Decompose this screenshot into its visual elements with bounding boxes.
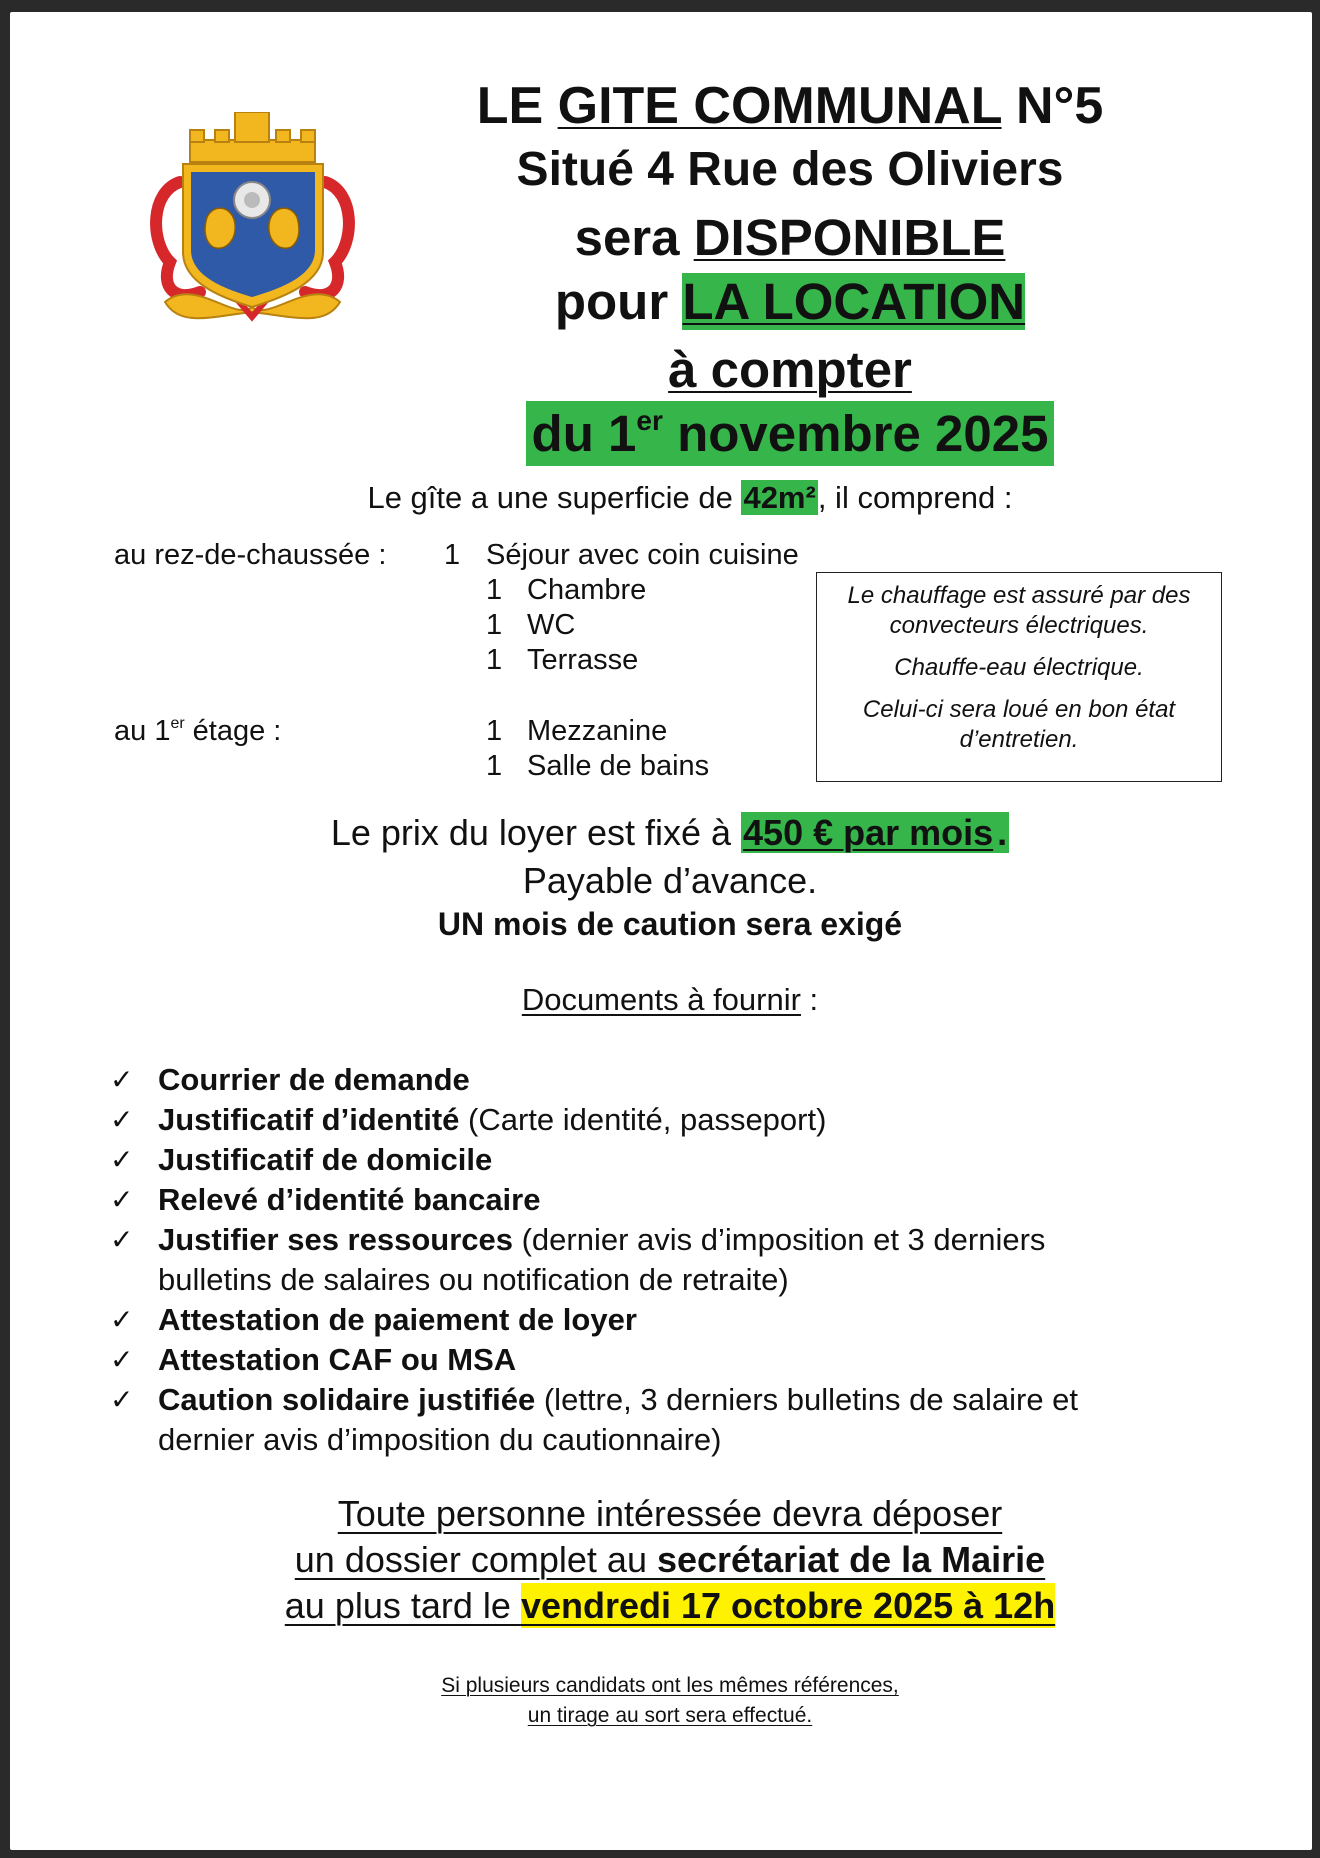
address-line: Situé 4 Rue des Oliviers xyxy=(516,143,1064,196)
rental-highlight: LA LOCATION xyxy=(682,273,1026,330)
documents-title-suffix: : xyxy=(800,982,819,1017)
start-date-suffix: novembre 2025 xyxy=(677,405,1049,462)
rent-period: . xyxy=(997,812,1008,853)
list-item xyxy=(110,1220,1230,1300)
doc-item-title: Attestation de paiement de loyer xyxy=(158,1302,637,1337)
heating-info-box xyxy=(816,572,1222,782)
deposit-line: UN mois de caution sera exigé xyxy=(437,906,903,942)
footnote-line-2 xyxy=(310,1704,1030,1728)
deadline-text-2: un dossier complet au xyxy=(294,1539,657,1580)
doc-item-detail-continued: dernier avis d’imposition du cautionnaire) xyxy=(158,1422,722,1457)
from-text: à compter xyxy=(668,341,912,398)
title-number: N°5 xyxy=(1015,77,1104,135)
rent-value: 450 € par mois xyxy=(743,812,994,853)
start-date-highlight xyxy=(526,401,1055,466)
list-item xyxy=(110,1180,1230,1220)
doc-item-title: Relevé d’identité bancaire xyxy=(158,1182,541,1217)
water-heater-text: Chauffe-eau électrique. xyxy=(894,654,1144,681)
heating-text: Le chauffage est assuré par des convecteurs électriques. xyxy=(847,582,1191,639)
first-floor-prefix: au 1 xyxy=(114,715,171,747)
first-floor-suffix: étage : xyxy=(184,715,282,747)
list-item xyxy=(110,1100,1230,1140)
deadline-text-1: Toute personne intéressée devra déposer xyxy=(337,1493,1003,1534)
title-line-1 xyxy=(380,77,1200,135)
ground-floor-label: au rez-de-chaussée : xyxy=(114,539,387,571)
room-qty: 1 xyxy=(444,539,461,571)
doc-item-detail: (lettre, 3 derniers bulletins de salaire et xyxy=(535,1382,1079,1417)
check-icon: ✓ xyxy=(110,1344,134,1375)
availability-word: DISPONIBLE xyxy=(693,209,1006,266)
availability-prefix: sera xyxy=(574,209,680,266)
start-date-line xyxy=(380,404,1200,462)
documents-title-text: Documents à fournir xyxy=(521,982,801,1017)
footnote-line-1 xyxy=(310,1674,1030,1698)
check-icon: ✓ xyxy=(110,1144,134,1175)
doc-item-title: Caution solidaire justifiée xyxy=(158,1382,536,1417)
list-item xyxy=(110,1140,1230,1180)
flyer-page xyxy=(10,12,1312,1850)
doc-item-title: Justifier ses ressources xyxy=(158,1222,513,1257)
check-icon: ✓ xyxy=(110,1224,134,1255)
first-floor-sup: er xyxy=(170,715,185,733)
check-icon: ✓ xyxy=(110,1104,134,1135)
list-item xyxy=(110,1340,1230,1380)
start-date-prefix: du 1 xyxy=(531,405,637,462)
deadline-line-3 xyxy=(210,1585,1130,1626)
room-name: WC xyxy=(527,609,576,641)
deadline-line-2 xyxy=(210,1539,1130,1580)
condition-text: Celui-ci sera loué en bon état d’entretien. xyxy=(862,696,1176,753)
mairie-office: secrétariat de la Mairie xyxy=(656,1539,1046,1580)
footnote-text-1: Si plusieurs candidats ont les mêmes références, xyxy=(441,1674,899,1697)
room-name: Terrasse xyxy=(527,644,639,676)
title-underlined: GITE COMMUNAL xyxy=(557,77,1002,135)
surface-prefix: Le gîte a une superficie de xyxy=(367,480,733,515)
title-prefix: LE xyxy=(476,77,544,135)
deadline-line-1 xyxy=(210,1493,1130,1534)
rent-prefix: Le prix du loyer est fixé à xyxy=(330,812,732,853)
list-item xyxy=(110,1300,1230,1340)
availability-line xyxy=(380,209,1200,266)
footnote-text-2: un tirage au sort sera effectué. xyxy=(527,1704,813,1727)
from-line xyxy=(380,341,1200,398)
surface-value: 42m² xyxy=(743,480,816,515)
room-name: Chambre xyxy=(527,574,647,606)
documents-list xyxy=(110,1060,1230,1460)
rental-line xyxy=(380,273,1200,330)
doc-item-detail: (Carte identité, passeport) xyxy=(459,1102,827,1137)
doc-item-detail-continued: bulletins de salaires ou notification de retraite) xyxy=(158,1262,789,1297)
start-date-sup: er xyxy=(636,404,663,436)
room-name: Séjour avec coin cuisine xyxy=(486,539,799,571)
room-qty: 1 xyxy=(486,609,503,641)
doc-item-title: Justificatif de domicile xyxy=(158,1142,493,1177)
list-item xyxy=(110,1380,1230,1460)
payable-line: Payable d’avance. xyxy=(522,860,818,901)
doc-item-title: Courrier de demande xyxy=(158,1062,470,1097)
deadline-text-3: au plus tard le xyxy=(284,1585,521,1626)
room-name: Salle de bains xyxy=(527,750,710,782)
room-qty: 1 xyxy=(486,574,503,606)
room-qty: 1 xyxy=(486,750,503,782)
doc-item-title: Justificatif d’identité xyxy=(158,1102,460,1137)
room-qty: 1 xyxy=(486,715,503,747)
surface-suffix: , il comprend : xyxy=(817,480,1013,515)
rental-prefix: pour xyxy=(554,273,669,330)
doc-item-title: Attestation CAF ou MSA xyxy=(158,1342,517,1377)
rent-line xyxy=(190,812,1150,854)
list-item xyxy=(110,1060,1230,1100)
doc-item-detail: (dernier avis d’imposition et 3 derniers xyxy=(513,1222,1046,1257)
first-floor-label xyxy=(114,714,281,749)
municipal-coat-of-arms-icon xyxy=(145,112,360,337)
check-icon: ✓ xyxy=(110,1064,134,1095)
check-icon: ✓ xyxy=(110,1384,134,1415)
documents-title xyxy=(190,982,1150,1018)
check-icon: ✓ xyxy=(110,1304,134,1335)
surface-line xyxy=(290,480,1090,516)
check-icon: ✓ xyxy=(110,1184,134,1215)
room-qty: 1 xyxy=(486,644,503,676)
deadline-date: vendredi 17 octobre 2025 à 12h xyxy=(520,1585,1056,1626)
room-name: Mezzanine xyxy=(527,715,668,747)
